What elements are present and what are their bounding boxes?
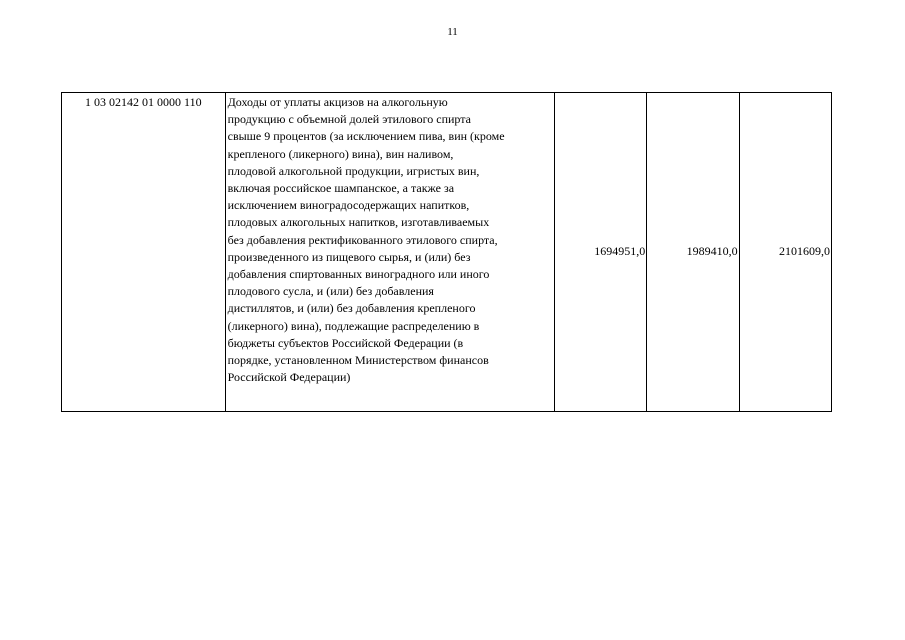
budget-revenue-table xyxy=(61,92,832,412)
amount-year-2: 1989410,0 xyxy=(647,93,739,412)
table-row xyxy=(62,93,832,412)
amount-year-1: 1694951,0 xyxy=(554,93,646,412)
revenue-description: Доходы от уплаты акцизов на алкогольную продукцию с объемной долей этилового спирта свыше 9 процентов (за исключением пива, вин (кроме крепленого (ликерного) вина), вин наливом, плодовой алкогольной продукции, игристых вин, включая российское шампанское, а также за исключением виноградосодержащих напитков, плодовых алкогольных напитков, изготавливаемых без добавления ректификованного этилового спирта, произведенного из пищевого сырья, и (или) без добавления спиртованных виноградного или иного плодового сусла, и (или) без добавления дистиллятов, и (или) без добавления крепленого (ликерного) вина), подлежащие распределению в бюджеты субъектов Российской Федерации (в порядке, установленном Министерством финансов Российской Федерации) xyxy=(225,93,554,412)
page-number: 11 xyxy=(447,26,458,38)
amount-year-3: 2101609,0 xyxy=(739,93,831,412)
budget-classification-code: 1 03 02142 01 0000 110 xyxy=(62,93,226,412)
